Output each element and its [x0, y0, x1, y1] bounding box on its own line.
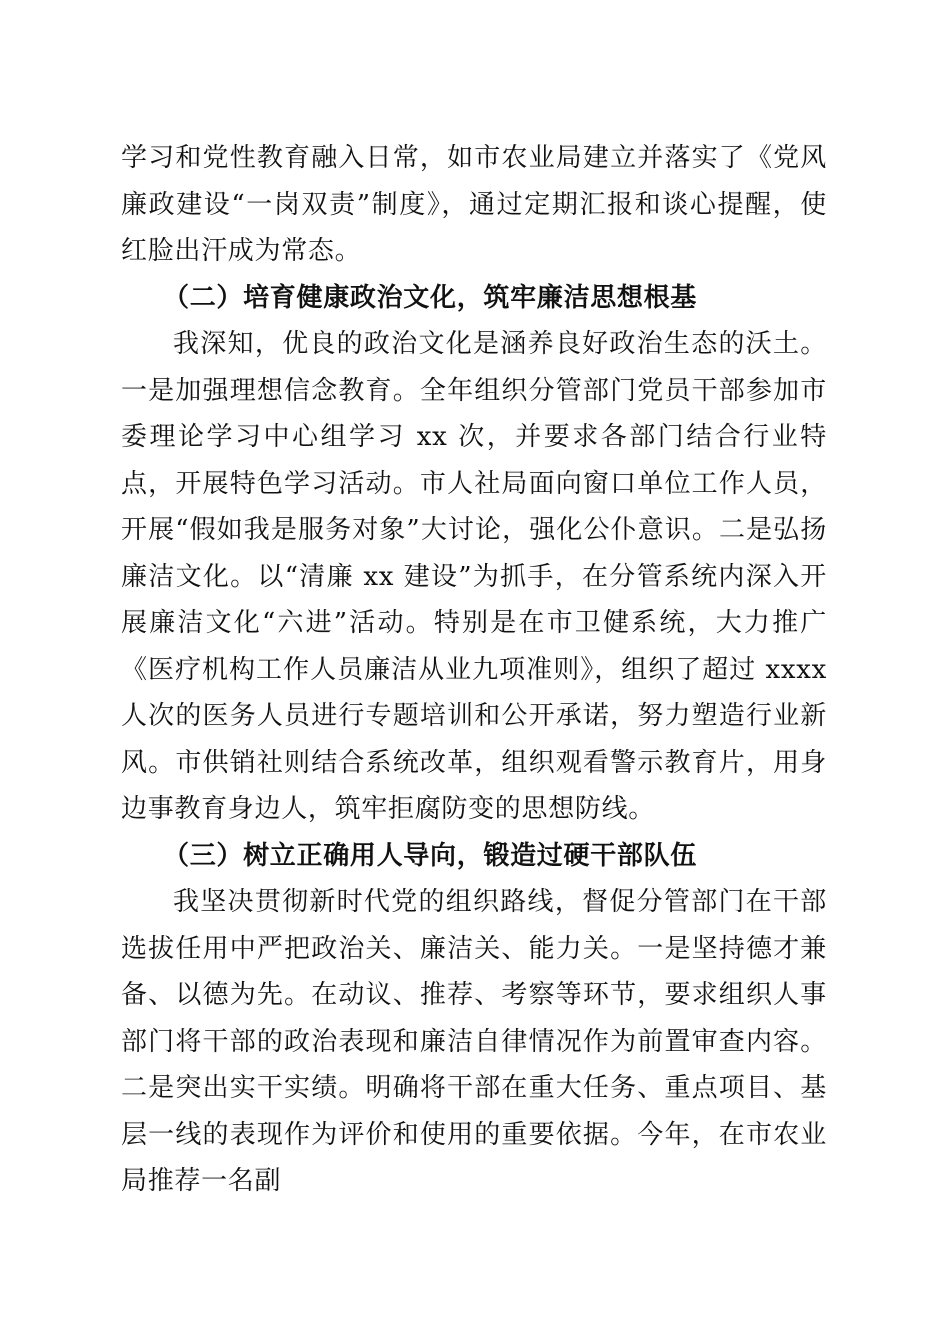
section-heading-3: （三）树立正确用人导向，锻造过硬干部队伍: [163, 840, 698, 871]
document-body: [121, 135, 827, 1205]
paragraph-cadre-selection: 我坚决贯彻新时代党的组织路线，督促分管部门在干部选拔任用中严把政治关、廉洁关、能力关。一是坚持德才兼备、以德为先。在动议、推荐、考察等环节，要求组织人事部门将干部的政治表现和廉洁自律情况作为前置审查内容。二是突出实干实绩。明确将干部在重大任务、重点项目、基层一线的表现作为评价和使用的重要依据。今年，在市农业局推荐一名副: [121, 887, 827, 1196]
paragraph-continuation: 学习和党性教育融入日常，如市农业局建立并落实了《党风廉政建设“一岗双责”制度》，通过定期汇报和谈心提醒，使红脸出汗成为常态。: [121, 143, 827, 266]
section-heading-2: （二）培育健康政治文化，筑牢廉洁思想根基: [163, 282, 698, 313]
paragraph-political-culture: 我深知，优良的政治文化是涵养良好政治生态的沃土。一是加强理想信念教育。全年组织分管部门党员干部参加市委理论学习中心组学习 xx 次，并要求各部门结合行业特点，开展特色学习活动。市人社局面向窗口单位工作人员，开展“假如我是服务对象”大讨论，强化公仆意识。二是弘扬廉洁文化。以“清廉 xx 建设”为抓手，在分管系统内深入开展廉洁文化“六进”活动。特别是在市卫健系统，大力推广《医疗机构工作人员廉洁从业九项准则》，组织了超过 xxxx 人次的医务人员进行专题培训和公开承诺，努力塑造行业新风。市供销社则结合系统改革，组织观看警示教育片，用身边事教育身边人，筑牢拒腐防变的思想防线。: [121, 329, 827, 824]
